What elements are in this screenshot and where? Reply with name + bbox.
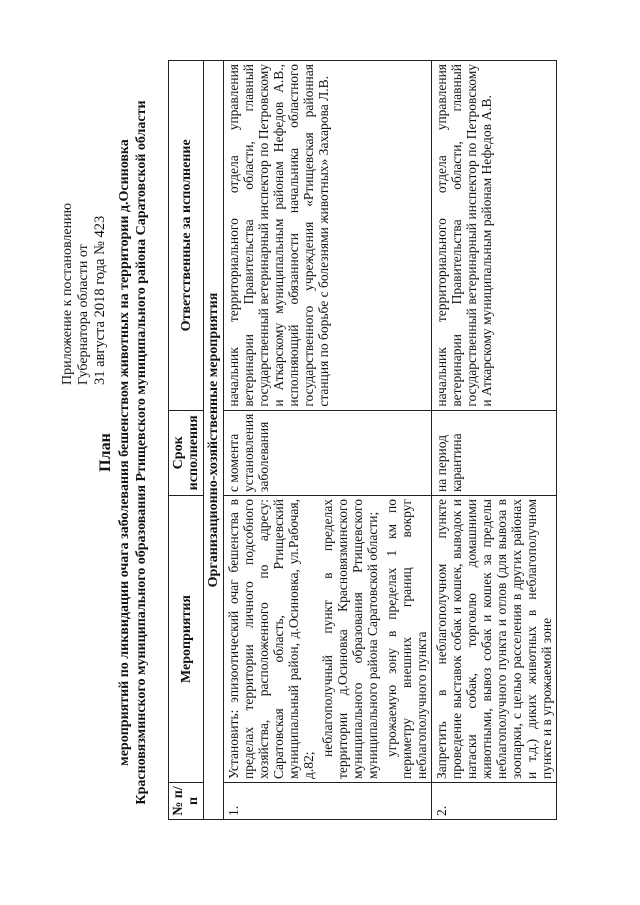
table-row bbox=[224, 61, 432, 820]
title-line-3: Красновязминского муниципального образования Ртищевского муниципального района Саратовской области bbox=[134, 100, 149, 805]
row-num: 2. bbox=[432, 783, 557, 820]
table-row bbox=[432, 61, 557, 820]
measure-paragraph: угрожаемую зону в пределах 1 км по периметру внешних границ вокруг неблагополучного пункта bbox=[384, 499, 429, 779]
header-line-3: 31 августа 2018 года № 423 bbox=[92, 215, 108, 385]
measure-intro: Установить: эпизоотический очаг бешенства в пределах территории личного подсобного хозяйства, расположенного по адресу: Саратовская область, Ртищевский муниципальный район, д.Осиновка, ул.Рабочая, д.82; bbox=[226, 499, 316, 779]
table-header-row bbox=[169, 61, 204, 820]
row-term: на период карантина bbox=[432, 410, 557, 495]
row-measure bbox=[224, 496, 432, 783]
header-responsible: Ответственные за исполнение bbox=[169, 61, 204, 411]
title-line-2: мероприятий по ликвидации очага заболевания бешенством животных на территории д.Осиновка bbox=[117, 139, 132, 766]
header-measures: Мероприятия bbox=[169, 496, 204, 783]
row-num: 1. bbox=[224, 783, 432, 820]
measure-intro: Запретить в неблагополучном пункте проведение выставок собак и кошек, выводок и натаски собак, торговлю домашними животными, вывоз собак и кошек за пределы неблагополучного пункта и отлов (для вывоза в зоопарки, с целью расселения в других районах и т.д.) диких животных в неблагополучном пункте и в угрожаемой зоне bbox=[434, 499, 554, 779]
row-measure bbox=[432, 496, 557, 783]
row-responsible: начальник территориального отдела управления ветеринарии Правительства области, главный государственный ветеринарный инспектор по Петровскому и Аткарскому муниципальным районам Нефедов А.В. bbox=[432, 61, 557, 411]
header-num: № п/п bbox=[169, 783, 204, 820]
title-main: План bbox=[97, 433, 114, 472]
section-row bbox=[204, 61, 224, 820]
row-term: с момента установления заболевания bbox=[224, 410, 432, 495]
document-title bbox=[96, 0, 150, 905]
section-title: Организационно-хозяйственные мероприятия bbox=[204, 61, 224, 820]
header-line-1: Приложение к постановлению bbox=[60, 202, 75, 385]
row-responsible: начальник территориального отдела управления ветеринарии Правительства области, главный государственный ветеринарный инспектор по Петровскому и Аткарскому муниципальным районам Нефедов А.В., исполняющий обязанности начальника областного государственного учреждения «Ртищевская районная станция по борьбе с болезнями животных» Захарова Л.В. bbox=[224, 61, 432, 411]
plan-table bbox=[168, 60, 557, 820]
header-line-2: Губернатора области от bbox=[76, 244, 91, 385]
measure-paragraph: неблагополучный пункт в пределах территории д.Осиновка Красновязминского муниципального образования Ртищевского муниципального района Саратовской области; bbox=[320, 499, 380, 779]
header-term: Срок исполнения bbox=[169, 410, 204, 495]
